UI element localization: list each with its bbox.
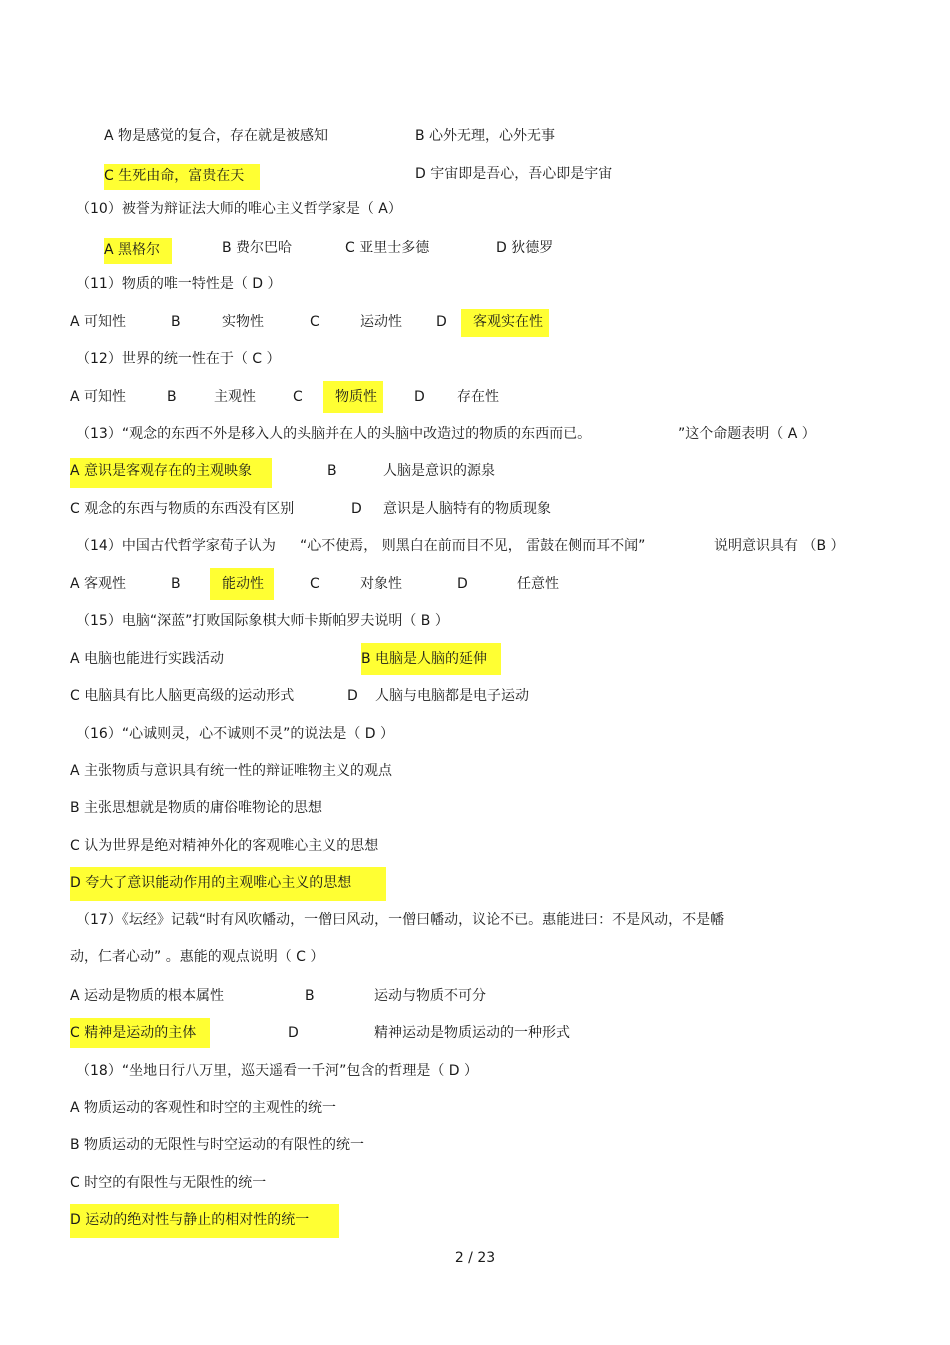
question-15: （15）电脑“深蓝”打败国际象棋大师卡斯帕罗夫说明（ B ） — [76, 613, 449, 629]
option-q12-d: 存在性 — [457, 389, 499, 405]
option-q15-c: C 电脑具有比人脑更高级的运动形式 — [70, 688, 295, 704]
option-q15-d: 人脑与电脑都是电子运动 — [375, 688, 529, 704]
question-14-part1: （14）中国古代哲学家荀子认为 — [76, 538, 276, 554]
option-q9-c-highlighted: C 生死由命，富贵在天 — [104, 164, 260, 190]
option-q13-a-highlighted: A 意识是客观存在的主观映象 — [70, 458, 272, 488]
option-q10-d: D 狄德罗 — [496, 240, 554, 256]
option-q17-a: A 运动是物质的根本属性 — [70, 988, 225, 1004]
option-q12-c-highlighted: 物质性 — [323, 381, 383, 413]
option-q9-a: A 物是感觉的复合，存在就是被感知 — [104, 128, 329, 144]
option-q12-a: A 可知性 — [70, 389, 127, 405]
option-q13-d-letter: D — [351, 501, 362, 517]
option-q17-b: 运动与物质不可分 — [374, 988, 486, 1004]
question-14-part3: 说明意识具有 （B ） — [714, 538, 845, 554]
option-q18-d-highlighted: D 运动的绝对性与静止的相对性的统一 — [70, 1204, 339, 1238]
option-q11-d-highlighted: 客观实在性 — [461, 309, 549, 337]
option-q13-d: 意识是人脑特有的物质现象 — [383, 501, 551, 517]
option-q14-c: 对象性 — [360, 576, 402, 592]
question-13-part1: （13）“观念的东西不外是移入人的头脑并在人的头脑中改造过的物质的东西而已。 — [76, 426, 592, 442]
option-q14-b-highlighted: 能动性 — [210, 568, 274, 600]
option-q9-b: B 心外无理，心外无事 — [415, 128, 556, 144]
option-q17-c-highlighted: C 精神是运动的主体 — [70, 1018, 210, 1048]
option-q18-c: C 时空的有限性与无限性的统一 — [70, 1175, 267, 1191]
option-q18-a: A 物质运动的客观性和时空的主观性的统一 — [70, 1100, 337, 1116]
option-q12-b-letter: B — [167, 389, 177, 405]
question-11: （11）物质的唯一特性是（ D ） — [76, 276, 282, 292]
option-q16-b: B 主张思想就是物质的庸俗唯物论的思想 — [70, 800, 323, 816]
option-q14-a: A 客观性 — [70, 576, 127, 592]
option-q16-a: A 主张物质与意识具有统一性的辩证唯物主义的观点 — [70, 763, 393, 779]
option-q14-c-letter: C — [310, 576, 320, 592]
option-q17-d-letter: D — [288, 1025, 299, 1041]
option-q13-b: 人脑是意识的源泉 — [383, 463, 495, 479]
option-q17-d: 精神运动是物质运动的一种形式 — [374, 1025, 570, 1041]
option-q14-b-letter: B — [171, 576, 181, 592]
option-q9-d: D 宇宙即是吾心，吾心即是宇宙 — [415, 166, 613, 182]
option-q16-d-highlighted: D 夸大了意识能动作用的主观唯心主义的思想 — [70, 867, 386, 901]
option-q16-c: C 认为世界是绝对精神外化的客观唯心主义的思想 — [70, 838, 379, 854]
option-q13-b-letter: B — [327, 463, 337, 479]
question-13-part2: ”这个命题表明（ A ） — [678, 426, 816, 442]
option-q17-b-letter: B — [305, 988, 315, 1004]
option-q14-d-letter: D — [457, 576, 468, 592]
option-q15-a: A 电脑也能进行实践活动 — [70, 651, 225, 667]
question-17-line2: 动，仁者心动” 。惠能的观点说明（ C ） — [70, 949, 325, 965]
option-q15-d-letter: D — [347, 688, 358, 704]
option-q14-d: 任意性 — [517, 576, 559, 592]
option-q12-c-letter: C — [293, 389, 303, 405]
option-q11-b-letter: B — [171, 314, 181, 330]
question-12: （12）世界的统一性在于（ C ） — [76, 351, 281, 367]
question-10: （10）被誉为辩证法大师的唯心主义哲学家是（ A） — [76, 201, 402, 217]
option-q11-c: 运动性 — [360, 314, 402, 330]
option-q13-c: C 观念的东西与物质的东西没有区别 — [70, 501, 295, 517]
question-14-quote: “心不使焉， 则黑白在前而目不见， 雷鼓在侧而耳不闻” — [300, 538, 646, 554]
option-q18-b: B 物质运动的无限性与时空运动的有限性的统一 — [70, 1137, 365, 1153]
option-q10-b: B 费尔巴哈 — [222, 240, 293, 256]
option-q12-d-letter: D — [414, 389, 425, 405]
option-q11-c-letter: C — [310, 314, 320, 330]
option-q11-a: A 可知性 — [70, 314, 127, 330]
option-q10-c: C 亚里士多德 — [345, 240, 430, 256]
option-q12-b: 主观性 — [214, 389, 256, 405]
question-18: （18）“坐地日行八万里，巡天遥看一千河”包含的哲理是（ D ） — [76, 1063, 478, 1079]
option-q10-a-highlighted: A 黑格尔 — [104, 238, 172, 264]
option-q15-b-highlighted: B 电脑是人脑的延伸 — [361, 643, 501, 675]
question-17-line1: （17）《坛经》记载“时有风吹幡动，一僧曰风动，一僧曰幡动，议论不已。惠能进曰：不是风动，不是幡 — [76, 912, 725, 928]
page-number: 2 / 23 — [454, 1250, 496, 1266]
option-q11-d-letter: D — [436, 314, 447, 330]
question-16: （16）“心诚则灵，心不诚则不灵”的说法是（ D ） — [76, 726, 394, 742]
option-q11-b: 实物性 — [222, 314, 264, 330]
